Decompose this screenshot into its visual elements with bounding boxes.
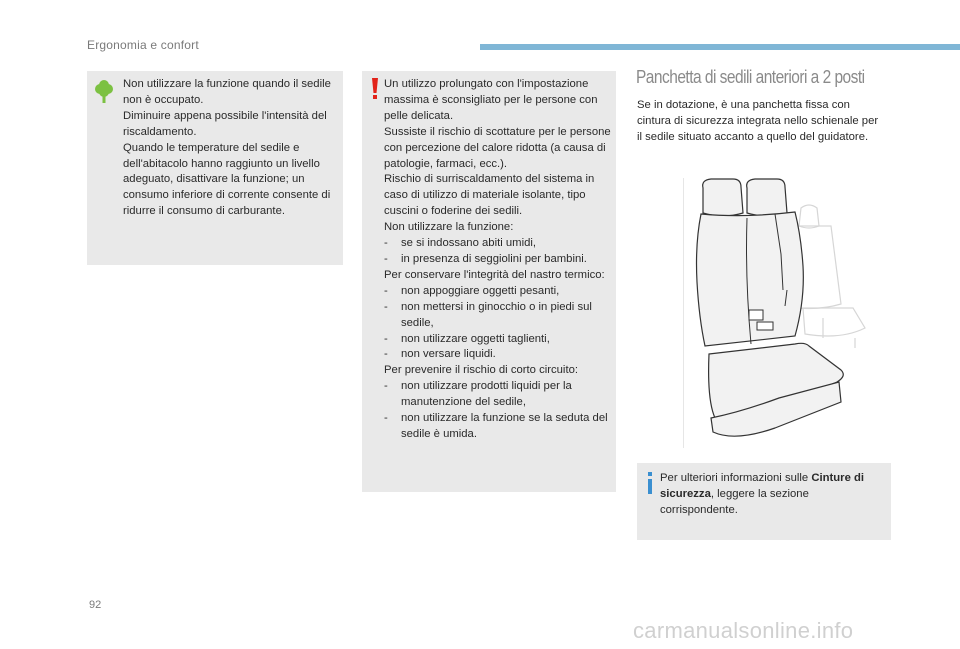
bench-seat-illustration	[683, 178, 879, 448]
list-item: - non utilizzare prodotti liquidi per la manutenzione del sedile,	[384, 380, 572, 409]
list-item: - non appoggiare oggetti pesanti,	[384, 284, 560, 297]
info-prefix: Per ulteriori informazioni sulle	[660, 472, 812, 484]
list-item: - non utilizzare oggetti taglienti,	[384, 332, 550, 345]
eco-line: Diminuire appena possibile l'intensità del riscaldamento.	[123, 109, 327, 138]
warning-system-risk: Rischio di surriscaldamento del sistema in caso di utilizzo di materiale isolante, tipo cuscini o foderine dei sedili.	[384, 173, 595, 218]
section-title: Panchetta di sedili anteriori a 2 posti	[636, 67, 865, 87]
warning-burn-risk: Sussiste il rischio di scottature per le persone con percezione del calore ridotta (a causa di patologie, farmaci, ecc.).	[384, 125, 611, 170]
watermark: carmanualsonline.info	[633, 618, 854, 643]
section-header: Ergonomia e confort	[87, 38, 199, 52]
page-number: 92	[89, 599, 102, 611]
warning-text	[384, 77, 612, 443]
list-item: - se si indossano abiti umidi,	[384, 237, 537, 250]
warning-heading: Per prevenire il rischio di corto circuito:	[384, 364, 578, 377]
warning-exclamation-icon	[370, 78, 380, 100]
warning-intro: Un utilizzo prolungato con l'impostazione massima è sconsigliato per le persone con pelle delicata.	[384, 78, 598, 122]
list-item: - non mettersi in ginocchio o in piedi sul sedile,	[384, 300, 592, 329]
list-item: - in presenza di seggiolini per bambini.	[384, 252, 587, 265]
eco-line: Non utilizzare la funzione quando il sedile non è occupato.	[123, 78, 331, 106]
warning-heading: Per conservare l'integrità del nastro termico:	[384, 268, 605, 281]
bench-intro: Se in dotazione, è una panchetta fissa con cintura di sicurezza integrata nello schienale per il sedile situato accanto a quello del guidatore.	[637, 99, 879, 143]
warning-heading: Non utilizzare la funzione:	[384, 221, 514, 234]
info-icon	[645, 472, 655, 494]
info-text	[660, 471, 885, 519]
header-accent-bar	[480, 44, 960, 50]
eco-tip-text	[123, 77, 339, 220]
eco-line: Quando le temperature del sedile e dell'abitacolo hanno raggiunto un livello adeguato, disattivare la funzione; un consumo inferiore di corrente consente di ridurre il consumo di carburante.	[123, 141, 331, 218]
info-link-label: Cinture di sicurezza	[660, 472, 865, 500]
list-item: - non utilizzare la funzione se la seduta del sedile è umida.	[384, 412, 608, 440]
eco-tree-icon	[95, 78, 113, 104]
info-suffix: , leggere la sezione corrispondente.	[660, 487, 809, 516]
list-item: - non versare liquidi.	[384, 348, 496, 361]
